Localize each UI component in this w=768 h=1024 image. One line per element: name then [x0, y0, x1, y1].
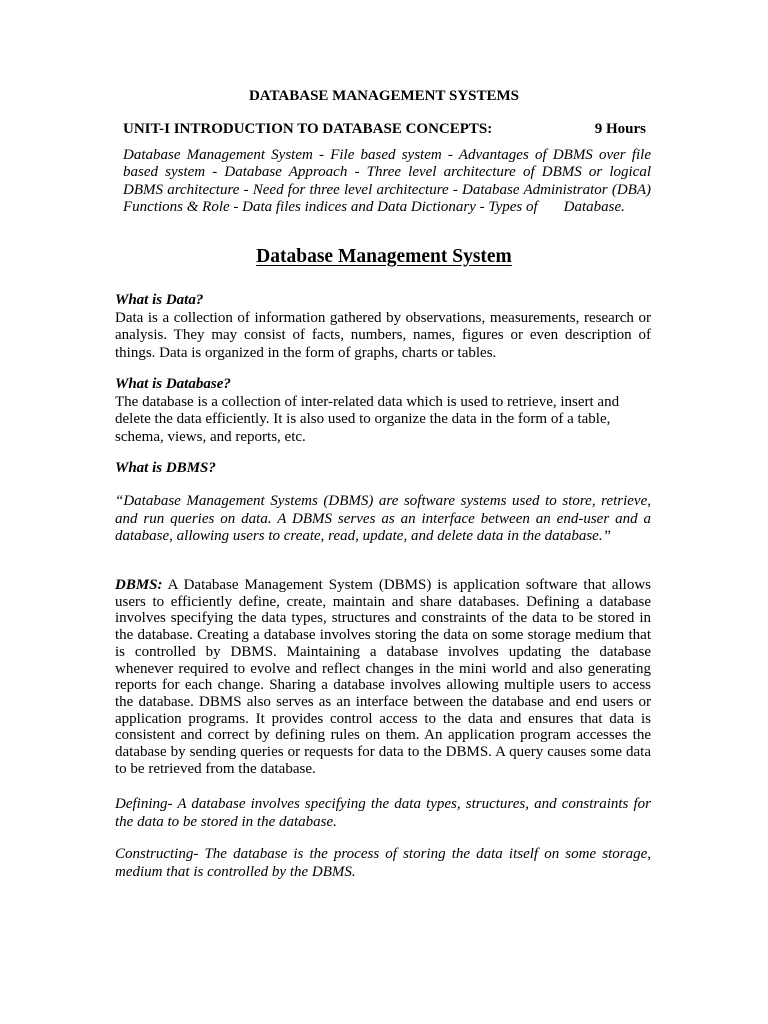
unit-title: UNIT-I INTRODUCTION TO DATABASE CONCEPTS:	[123, 121, 493, 137]
dbms-quote: “Database Management Systems (DBMS) are software systems used to store, retrieve, and run queries on data. A DBMS serves as an interface between an end-user and a database, allowing users to create, read, update, and delete data in the database.”	[115, 493, 651, 544]
what-is-data-answer: Data is a collection of information gathered by observations, measurements, research or analysis. They may consist of facts, numbers, names, figures or even description of things. Data is organized in the form of graphs, charts or tables.	[115, 309, 651, 361]
unit-syllabus	[123, 147, 651, 217]
document-title: DATABASE MANAGEMENT SYSTEMS	[248, 88, 520, 104]
constructing-paragraph: Constructing- The database is the process of storing the data itself on some storage, medium that is controlled by the DBMS.	[115, 846, 651, 880]
dbms-body: A Database Management System (DBMS) is application software that allows users to efficiently define, create, maintain and share databases. Defining a database involves specifying the data types, structures and constraints of the data to be stored in the database. Creating a database involves storing the data on some storage medium that is controlled by DBMS. Maintaining a database involves updating the database whenever required to evolve and reflect changes in the mini world and also generating reports for each change. Sharing a database involves allowing multiple users to access the database. DBMS also serves as an interface between the database and end users or application programs. It provides control access to the data and ensures that data is consistent and correct by defining rules on them. An application program accesses the database by sending queries or requests for data to the DBMS. A query causes some data to be retrieved from the database.	[115, 577, 651, 777]
dbms-explanation	[115, 577, 651, 777]
defining-paragraph: Defining- A database involves specifying the data types, structures, and constraints for the data to be stored in the database.	[115, 796, 651, 830]
what-is-data-question: What is Data?	[115, 292, 204, 308]
data-definition	[115, 292, 651, 362]
syllabus-text: Database Management System - File based system - Advantages of DBMS over file based system - Database Approach - Three level architecture of DBMS or logical DBMS architecture - Need for three level architecture - Database Administrator (DBA) Functions & Role - Data files indices and Data Dictionary - Types of	[123, 147, 651, 216]
unit-heading	[123, 121, 650, 138]
unit-hours: 9 Hours	[594, 121, 646, 137]
what-is-dbms-heading	[115, 460, 651, 478]
dbms-label: DBMS:	[115, 577, 163, 593]
what-is-database-question: What is Database?	[115, 376, 231, 392]
what-is-dbms-question: What is DBMS?	[115, 460, 216, 476]
what-is-database-answer: The database is a collection of inter-related data which is used to retrieve, insert and delete the data efficiently. It is also used to organize the data in the form of a table, schema, views, and reports, etc.	[115, 393, 620, 445]
section-title: Database Management System	[256, 246, 512, 267]
database-definition	[115, 376, 651, 446]
syllabus-tail: Database.	[563, 199, 625, 216]
